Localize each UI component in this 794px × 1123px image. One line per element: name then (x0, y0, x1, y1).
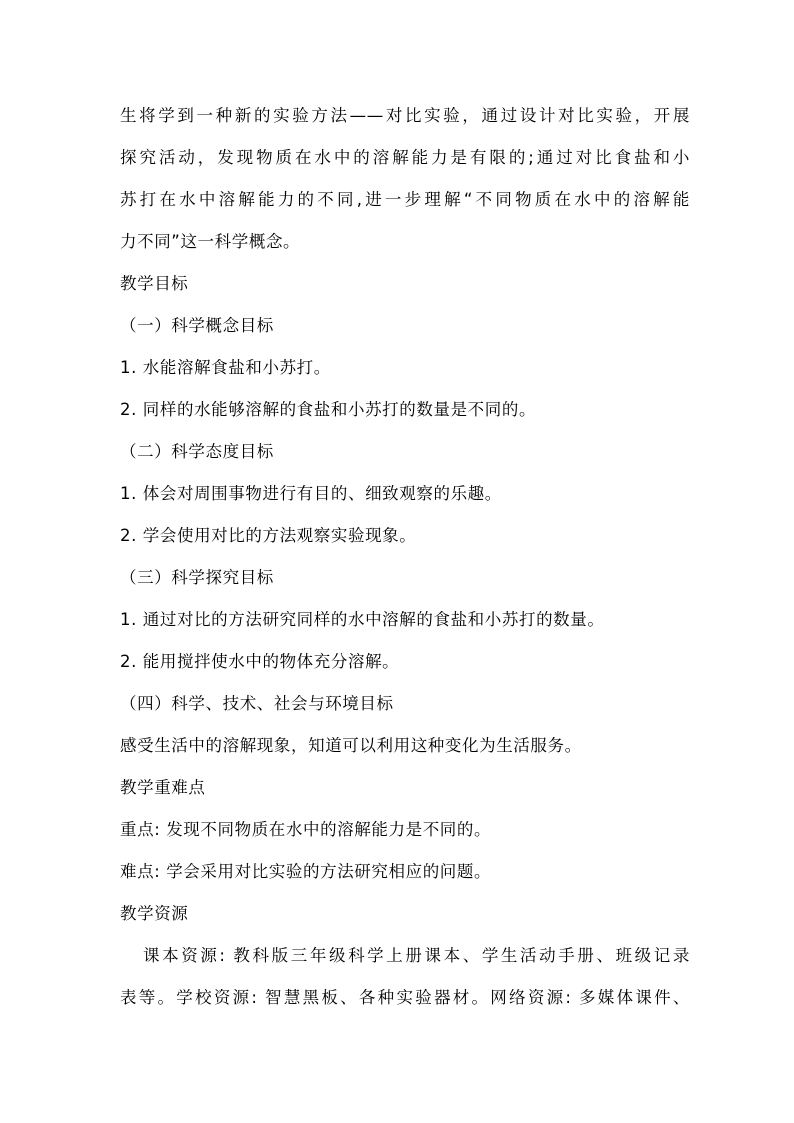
attitude-objective-1: 1. 体会对周围事物进行有目的、细致观察的乐趣。 (120, 484, 502, 503)
intro-line-2: 探究活动，发现物质在水中的溶解能力是有限的;通过对比食盐和小 (120, 148, 690, 167)
inquiry-objective-2: 2. 能用搅拌使水中的物体充分溶解。 (120, 652, 400, 671)
inquiry-objectives-heading: （三）科学探究目标 (120, 568, 274, 587)
inquiry-objective-1: 1. 通过对比的方法研究同样的水中溶解的食盐和小苏打的数量。 (120, 610, 605, 629)
key-point-focus: 重点: 发现不同物质在水中的溶解能力是不同的。 (120, 820, 492, 839)
resources-line-2: 表等。学校资源: 智慧黑板、各种实验器材。网络资源: 多媒体课件、 (120, 988, 690, 1007)
key-point-difficulty: 难点: 学会采用对比实验的方法研究相应的问题。 (120, 862, 492, 881)
stse-objective-text: 感受生活中的溶解现象，知道可以利用这种变化为生活服务。 (120, 736, 582, 755)
concept-objective-1: 1. 水能溶解食盐和小苏打。 (120, 358, 331, 377)
stse-objectives-heading: （四）科学、技术、社会与环境目标 (120, 694, 394, 713)
key-points-heading: 教学重难点 (120, 778, 206, 797)
intro-line-3: 苏打在水中溶解能力的不同,进一步理解“不同物质在水中的溶解能 (120, 190, 690, 209)
resources-heading: 教学资源 (120, 904, 189, 923)
attitude-objective-2: 2. 学会使用对比的方法观察实验现象。 (120, 526, 417, 545)
resources-line-1: 课本资源: 教科版三年级科学上册课本、学生活动手册、班级记录 (143, 946, 690, 965)
attitude-objectives-heading: （二）科学态度目标 (120, 442, 274, 461)
intro-line-4: 力不同”这一科学概念。 (120, 232, 301, 251)
concept-objectives-heading: （一）科学概念目标 (120, 316, 274, 335)
intro-line-1: 生将学到一种新的实验方法——对比实验，通过设计对比实验，开展 (120, 106, 690, 125)
objectives-heading: 教学目标 (120, 274, 189, 293)
concept-objective-2: 2. 同样的水能够溶解的食盐和小苏打的数量是不同的。 (120, 400, 537, 419)
